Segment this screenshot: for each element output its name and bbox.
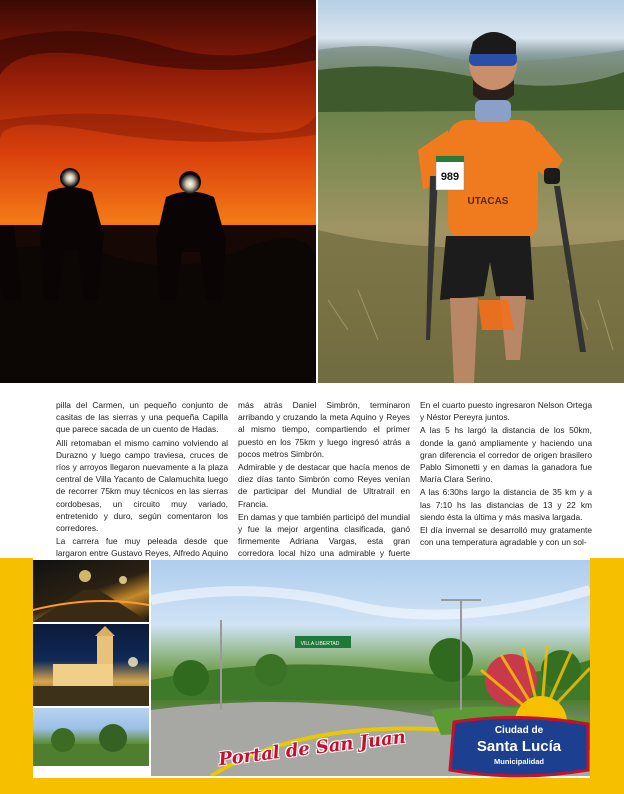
logo-line-2: Santa Lucía [476,738,562,755]
paragraph: La carrera fue muy peleada desde que largaron entre Gustavo Reyes, Alfredo Aquino [56,536,228,559]
green-square-photo [33,708,149,766]
logo-line-3: Municipalidad [493,757,544,766]
night-road-photo [33,560,149,622]
article-column-1 [56,399,228,573]
night-road-illustration [33,560,149,622]
road-sign-text: VILLA LIBERTAD [300,641,340,647]
bib-number: 989 [440,171,460,183]
trail-runner-illustration [318,0,624,383]
paragraph: Allí retomaban el mismo camino volviendo al Durazno y luego campo traviesa, cruces de ríos y arroyos llegaron nuevamente a la plaza central de Villa Yacanto de Calamuchita luego de recorrer 75km muy técnicos en las sierras cordobesas, un circuito muy variado, entretenido y duro, según comentaron los corredores. [56,437,228,534]
paragraph: A las 5 hs largó la distancia de los 50km, donde la ganó ampliamente y haciendo una gran diferencia el corredor de origen brasilero Pablo Simonetti y en damas la ganadora fue María Clara Serino. [420,425,592,485]
sunset-hikers-photo [0,0,316,383]
portal-label: Portal de San Juan [217,726,407,771]
paragraph: En damas y que también participó del mundial y fue la mejor argentina clasificada, ganó firmemente Adriana Vargas, esta gran corredora local hizo una admirable y fuerte [238,511,410,559]
sunset-hikers-illustration [0,0,316,383]
paragraph: A las 6:30hs largo la distancia de 35 km y a las 7:10 hs las distancias de 13 y 22 km siendo ésta la última y más masiva largada. [420,487,592,522]
trail-runner-photo [318,0,624,383]
ciudad-santa-lucia-logo [446,716,592,778]
logo-line-1: Ciudad de [494,725,544,736]
paragraph: más atrás Daniel Simbrón, terminaron arribando y cruzando la meta Aquino y Reyes al mismo tiempo, compartiendo el primer puesto en los 75km y luego ingresó atrás a pocos metros Simbrón. [238,400,410,459]
paragraph: Admirable y de destacar que hacía menos de diez días tanto Simbrón como Reyes venían de participar del Mundial de Ultratrail en Francia. [238,462,410,509]
article-column-3 [420,399,592,549]
shirt-text: UTACAS [467,196,509,207]
park-illustration [33,708,149,766]
paragraph: En el cuarto puesto ingresaron Nelson Ortega y Néstor Pereyra juntos. [420,400,592,423]
paragraph: pilla del Carmen, un pequeño conjunto de casitas de las sierras y una pequeña Capilla que parece sacada de un cuento de Hadas. [56,400,228,435]
church-illustration [33,624,149,706]
paragraph: El día invernal se desarrolló muy gratamente con una temperatura agradable y con un sol- [420,525,592,548]
church-night-photo [33,624,149,706]
